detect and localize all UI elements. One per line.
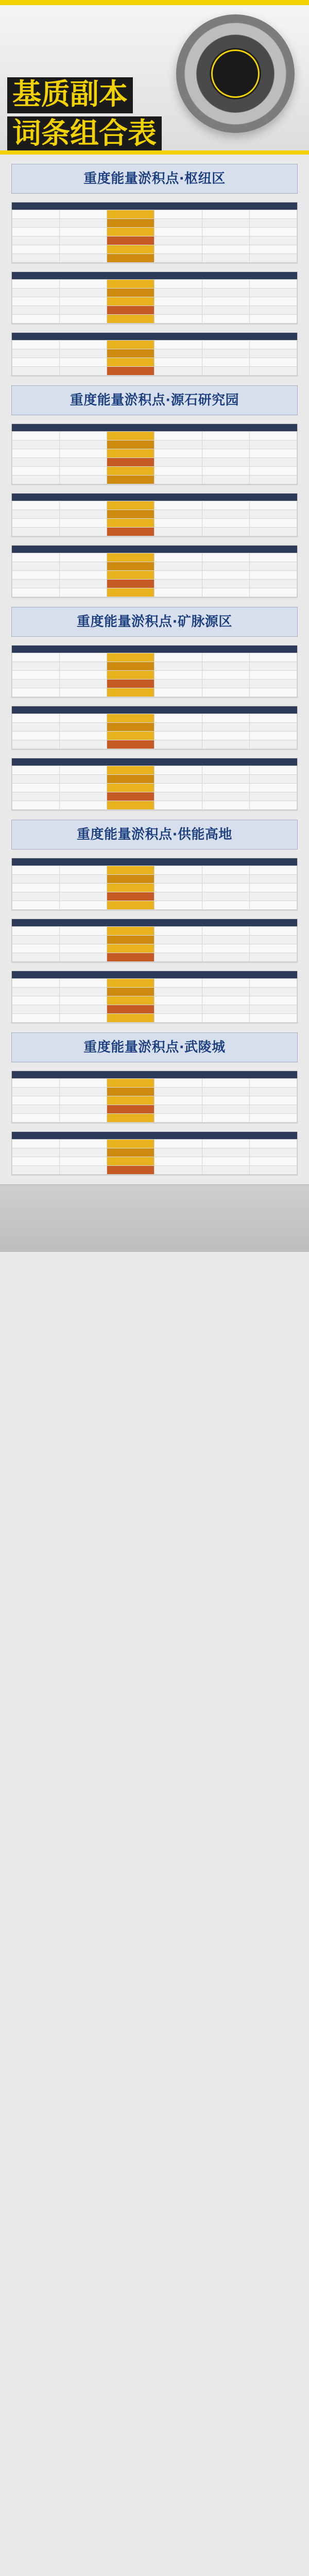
main-content xyxy=(0,155,309,1175)
table-card xyxy=(11,1131,298,1175)
top-yellow-stripe xyxy=(0,0,309,5)
combo-table xyxy=(12,926,297,962)
table-card xyxy=(11,858,298,910)
section-title-text: 重度能量淤积点·供能高地 xyxy=(77,827,232,842)
section-originium-research-park xyxy=(11,385,298,598)
section-title xyxy=(11,385,298,415)
combo-table xyxy=(12,431,297,484)
table-card xyxy=(11,272,298,324)
hero-title-line-1: 基质副本 xyxy=(7,77,133,113)
table-header-bar xyxy=(12,971,297,978)
combo-table xyxy=(12,866,297,910)
table-header-bar xyxy=(12,1132,297,1139)
section-power-highland xyxy=(11,820,298,1023)
table-header-bar xyxy=(12,202,297,210)
table-header-bar xyxy=(12,919,297,926)
combo-table xyxy=(12,1139,297,1175)
combo-table xyxy=(12,501,297,536)
table-header-bar xyxy=(12,272,297,279)
section-title-text: 重度能量淤积点·枢纽区 xyxy=(83,171,226,187)
combo-table xyxy=(12,553,297,597)
table-card xyxy=(11,706,298,750)
combo-table xyxy=(12,978,297,1023)
section-title xyxy=(11,164,298,194)
section-hub-area xyxy=(11,164,298,376)
section-title xyxy=(11,820,298,850)
table-card xyxy=(11,971,298,1023)
footer-banner xyxy=(0,1184,309,1252)
table-header-bar xyxy=(12,333,297,340)
combo-table xyxy=(12,653,297,697)
hero-banner xyxy=(0,0,309,155)
hero-title-group xyxy=(7,77,162,155)
section-title xyxy=(11,607,298,637)
table-header-bar xyxy=(12,494,297,501)
section-title xyxy=(11,1032,298,1062)
table-header-bar xyxy=(12,858,297,866)
section-wuling-city xyxy=(11,1032,298,1175)
hero-device-illustration xyxy=(176,14,295,133)
bottom-yellow-stripe xyxy=(0,150,309,155)
combo-table xyxy=(12,766,297,810)
section-title-text: 重度能量淤积点·武陵城 xyxy=(83,1040,226,1055)
table-header-bar xyxy=(12,1071,297,1078)
table-card xyxy=(11,1071,298,1123)
table-card xyxy=(11,645,298,698)
table-card xyxy=(11,919,298,962)
combo-table xyxy=(12,340,297,376)
table-header-bar xyxy=(12,546,297,553)
table-card xyxy=(11,493,298,537)
combo-table xyxy=(12,279,297,324)
table-card xyxy=(11,545,298,598)
table-header-bar xyxy=(12,758,297,766)
table-header-bar xyxy=(12,706,297,714)
combo-table xyxy=(12,210,297,263)
section-ore-vein-source xyxy=(11,607,298,810)
table-header-bar xyxy=(12,646,297,653)
table-card xyxy=(11,423,298,485)
table-card xyxy=(11,202,298,263)
section-title-text: 重度能量淤积点·源石研究园 xyxy=(70,393,239,408)
combo-table xyxy=(12,714,297,749)
section-title-text: 重度能量淤积点·矿脉源区 xyxy=(77,614,232,630)
table-header-bar xyxy=(12,424,297,431)
hero-title-line-2: 词条组合表 xyxy=(7,116,162,152)
combo-table xyxy=(12,1078,297,1123)
table-card xyxy=(11,332,298,376)
table-card xyxy=(11,758,298,810)
